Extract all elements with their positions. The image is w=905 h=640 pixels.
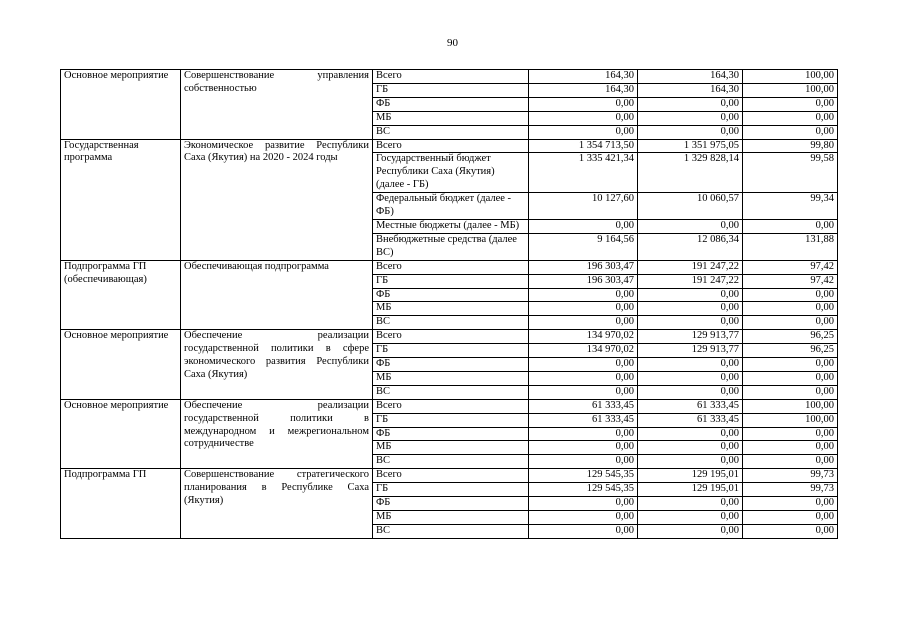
funding-source-cell: ФБ bbox=[373, 427, 529, 441]
funding-source-cell: Всего bbox=[373, 70, 529, 84]
percent-cell: 96,25 bbox=[743, 344, 838, 358]
plan-value-cell: 0,00 bbox=[529, 219, 638, 233]
plan-value-cell: 164,30 bbox=[529, 83, 638, 97]
percent-cell: 0,00 bbox=[743, 125, 838, 139]
table-row bbox=[61, 70, 838, 84]
fact-value-cell: 0,00 bbox=[638, 371, 743, 385]
program-type-cell: Подпрограмма ГП bbox=[61, 469, 181, 539]
table-row bbox=[61, 399, 838, 413]
funding-source-cell: ГБ bbox=[373, 483, 529, 497]
fact-value-cell: 0,00 bbox=[638, 385, 743, 399]
fact-value-cell: 164,30 bbox=[638, 70, 743, 84]
funding-source-cell: МБ bbox=[373, 511, 529, 525]
percent-cell: 99,34 bbox=[743, 193, 838, 220]
plan-value-cell: 164,30 bbox=[529, 70, 638, 84]
program-type-cell: Основное мероприятие bbox=[61, 399, 181, 469]
fact-value-cell: 129 195,01 bbox=[638, 469, 743, 483]
fact-value-cell: 1 351 975,05 bbox=[638, 139, 743, 153]
percent-cell: 0,00 bbox=[743, 497, 838, 511]
fact-value-cell: 0,00 bbox=[638, 125, 743, 139]
program-name-cell: Обеспечивающая подпрограмма bbox=[181, 260, 373, 330]
plan-value-cell: 0,00 bbox=[529, 302, 638, 316]
percent-cell: 100,00 bbox=[743, 83, 838, 97]
fact-value-cell: 0,00 bbox=[638, 524, 743, 538]
percent-cell: 0,00 bbox=[743, 524, 838, 538]
table-row bbox=[61, 330, 838, 344]
percent-cell: 99,80 bbox=[743, 139, 838, 153]
percent-cell: 0,00 bbox=[743, 288, 838, 302]
plan-value-cell: 134 970,02 bbox=[529, 344, 638, 358]
funding-source-cell: Всего bbox=[373, 260, 529, 274]
plan-value-cell: 0,00 bbox=[529, 111, 638, 125]
percent-cell: 0,00 bbox=[743, 97, 838, 111]
budget-execution-table bbox=[60, 69, 838, 539]
fact-value-cell: 12 086,34 bbox=[638, 233, 743, 260]
program-name-cell: Обеспечение реализации государственной политики в международном и межрегиональном сотрудничестве bbox=[181, 399, 373, 469]
percent-cell: 99,58 bbox=[743, 153, 838, 193]
percent-cell: 0,00 bbox=[743, 358, 838, 372]
fact-value-cell: 61 333,45 bbox=[638, 413, 743, 427]
fact-value-cell: 61 333,45 bbox=[638, 399, 743, 413]
percent-cell: 0,00 bbox=[743, 219, 838, 233]
plan-value-cell: 196 303,47 bbox=[529, 260, 638, 274]
funding-source-cell: МБ bbox=[373, 441, 529, 455]
percent-cell: 99,73 bbox=[743, 469, 838, 483]
fact-value-cell: 0,00 bbox=[638, 97, 743, 111]
plan-value-cell: 0,00 bbox=[529, 524, 638, 538]
table-row bbox=[61, 139, 838, 153]
plan-value-cell: 1 354 713,50 bbox=[529, 139, 638, 153]
funding-source-cell: Государственный бюджет Республики Саха (Якутия) (далее - ГБ) bbox=[373, 153, 529, 193]
percent-cell: 100,00 bbox=[743, 399, 838, 413]
program-name-cell: Совершенствование управления собственностью bbox=[181, 70, 373, 140]
plan-value-cell: 0,00 bbox=[529, 427, 638, 441]
funding-source-cell: ФБ bbox=[373, 497, 529, 511]
plan-value-cell: 0,00 bbox=[529, 385, 638, 399]
funding-source-cell: МБ bbox=[373, 111, 529, 125]
program-type-cell: Основное мероприятие bbox=[61, 70, 181, 140]
fact-value-cell: 0,00 bbox=[638, 511, 743, 525]
program-name-cell: Обеспечение реализации государственной политики в сфере экономического развития Республики Саха (Якутия) bbox=[181, 330, 373, 400]
page-number: 90 bbox=[447, 37, 458, 49]
plan-value-cell: 0,00 bbox=[529, 455, 638, 469]
funding-source-cell: МБ bbox=[373, 302, 529, 316]
funding-source-cell: МБ bbox=[373, 371, 529, 385]
percent-cell: 100,00 bbox=[743, 70, 838, 84]
fact-value-cell: 191 247,22 bbox=[638, 260, 743, 274]
plan-value-cell: 0,00 bbox=[529, 358, 638, 372]
funding-source-cell: ГБ bbox=[373, 413, 529, 427]
plan-value-cell: 129 545,35 bbox=[529, 469, 638, 483]
fact-value-cell: 129 913,77 bbox=[638, 330, 743, 344]
fact-value-cell: 0,00 bbox=[638, 427, 743, 441]
funding-source-cell: ВС bbox=[373, 455, 529, 469]
percent-cell: 0,00 bbox=[743, 427, 838, 441]
funding-source-cell: ВС bbox=[373, 385, 529, 399]
fact-value-cell: 0,00 bbox=[638, 316, 743, 330]
funding-source-cell: ВС bbox=[373, 316, 529, 330]
program-name-cell: Экономическое развитие Республики Саха (Якутия) на 2020 - 2024 годы bbox=[181, 139, 373, 260]
percent-cell: 0,00 bbox=[743, 511, 838, 525]
percent-cell: 131,88 bbox=[743, 233, 838, 260]
funding-source-cell: Федеральный бюджет (далее - ФБ) bbox=[373, 193, 529, 220]
plan-value-cell: 1 335 421,34 bbox=[529, 153, 638, 193]
plan-value-cell: 0,00 bbox=[529, 316, 638, 330]
fact-value-cell: 1 329 828,14 bbox=[638, 153, 743, 193]
percent-cell: 97,42 bbox=[743, 260, 838, 274]
plan-value-cell: 9 164,56 bbox=[529, 233, 638, 260]
program-type-cell: Государственная программа bbox=[61, 139, 181, 260]
fact-value-cell: 0,00 bbox=[638, 111, 743, 125]
fact-value-cell: 0,00 bbox=[638, 302, 743, 316]
program-name-cell: Совершенствование стратегического планирования в Республике Саха (Якутия) bbox=[181, 469, 373, 539]
funding-source-cell: ГБ bbox=[373, 344, 529, 358]
funding-source-cell: ГБ bbox=[373, 274, 529, 288]
plan-value-cell: 61 333,45 bbox=[529, 413, 638, 427]
table-row bbox=[61, 260, 838, 274]
percent-cell: 100,00 bbox=[743, 413, 838, 427]
plan-value-cell: 0,00 bbox=[529, 125, 638, 139]
plan-value-cell: 129 545,35 bbox=[529, 483, 638, 497]
funding-source-cell: Местные бюджеты (далее - МБ) bbox=[373, 219, 529, 233]
fact-value-cell: 0,00 bbox=[638, 358, 743, 372]
percent-cell: 0,00 bbox=[743, 441, 838, 455]
plan-value-cell: 0,00 bbox=[529, 97, 638, 111]
program-type-cell: Подпрограмма ГП (обеспечивающая) bbox=[61, 260, 181, 330]
plan-value-cell: 0,00 bbox=[529, 371, 638, 385]
percent-cell: 0,00 bbox=[743, 316, 838, 330]
plan-value-cell: 0,00 bbox=[529, 441, 638, 455]
fact-value-cell: 164,30 bbox=[638, 83, 743, 97]
plan-value-cell: 0,00 bbox=[529, 288, 638, 302]
plan-value-cell: 0,00 bbox=[529, 497, 638, 511]
plan-value-cell: 61 333,45 bbox=[529, 399, 638, 413]
funding-source-cell: Всего bbox=[373, 399, 529, 413]
fact-value-cell: 10 060,57 bbox=[638, 193, 743, 220]
plan-value-cell: 196 303,47 bbox=[529, 274, 638, 288]
fact-value-cell: 0,00 bbox=[638, 441, 743, 455]
funding-source-cell: ФБ bbox=[373, 97, 529, 111]
fact-value-cell: 129 913,77 bbox=[638, 344, 743, 358]
funding-source-cell: ФБ bbox=[373, 358, 529, 372]
percent-cell: 99,73 bbox=[743, 483, 838, 497]
funding-source-cell: Внебюджетные средства (далее ВС) bbox=[373, 233, 529, 260]
funding-source-cell: ВС bbox=[373, 125, 529, 139]
fact-value-cell: 0,00 bbox=[638, 219, 743, 233]
table-row bbox=[61, 469, 838, 483]
fact-value-cell: 129 195,01 bbox=[638, 483, 743, 497]
funding-source-cell: Всего bbox=[373, 469, 529, 483]
fact-value-cell: 0,00 bbox=[638, 288, 743, 302]
fact-value-cell: 0,00 bbox=[638, 497, 743, 511]
plan-value-cell: 134 970,02 bbox=[529, 330, 638, 344]
funding-source-cell: Всего bbox=[373, 139, 529, 153]
program-type-cell: Основное мероприятие bbox=[61, 330, 181, 400]
percent-cell: 0,00 bbox=[743, 302, 838, 316]
percent-cell: 96,25 bbox=[743, 330, 838, 344]
plan-value-cell: 0,00 bbox=[529, 511, 638, 525]
percent-cell: 0,00 bbox=[743, 111, 838, 125]
funding-source-cell: ФБ bbox=[373, 288, 529, 302]
percent-cell: 0,00 bbox=[743, 455, 838, 469]
funding-source-cell: Всего bbox=[373, 330, 529, 344]
funding-source-cell: ВС bbox=[373, 524, 529, 538]
funding-source-cell: ГБ bbox=[373, 83, 529, 97]
fact-value-cell: 191 247,22 bbox=[638, 274, 743, 288]
plan-value-cell: 10 127,60 bbox=[529, 193, 638, 220]
percent-cell: 97,42 bbox=[743, 274, 838, 288]
percent-cell: 0,00 bbox=[743, 385, 838, 399]
percent-cell: 0,00 bbox=[743, 371, 838, 385]
fact-value-cell: 0,00 bbox=[638, 455, 743, 469]
